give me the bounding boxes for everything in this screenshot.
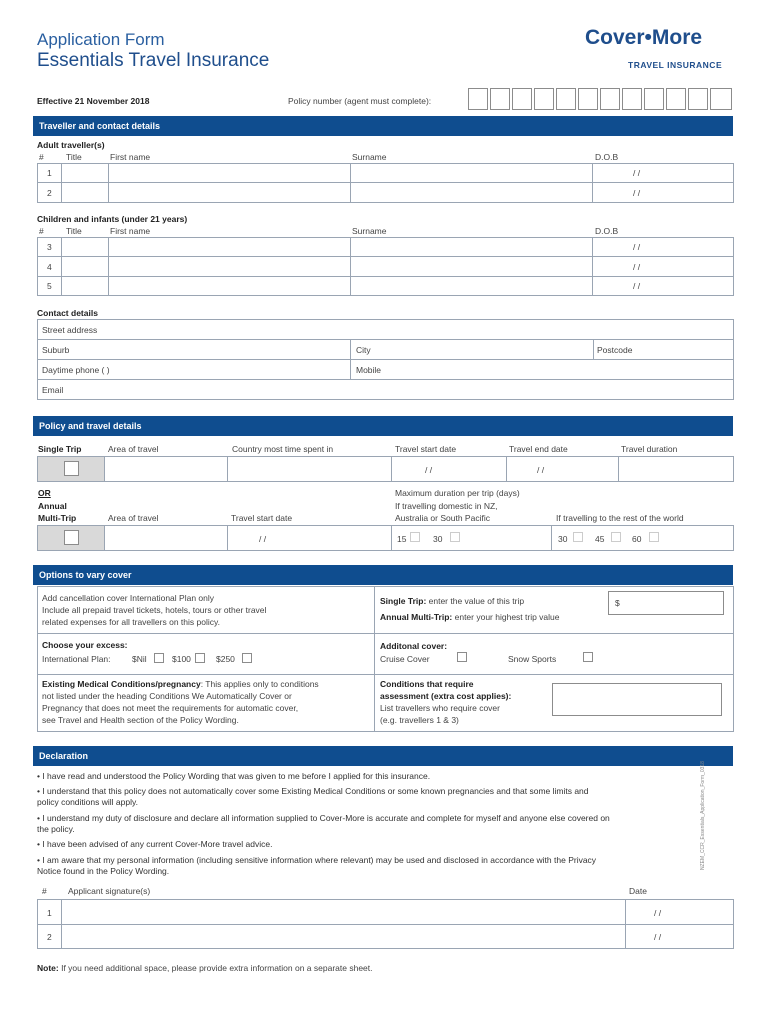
snow-checkbox[interactable] — [583, 652, 593, 662]
end-date-input[interactable]: / / — [537, 465, 545, 475]
note-rest: If you need additional space, please provide extra information on a separate sheet. — [58, 963, 373, 973]
contact-table — [37, 319, 734, 400]
declaration-bullet: • I am aware that my personal information (including sensitive information where relevant) may be used and disclosed in accordance with the Privacy — [37, 855, 597, 865]
sig-col-num: # — [42, 886, 47, 896]
table-row: 4 — [47, 262, 52, 272]
opt-60-checkbox[interactable] — [649, 532, 659, 542]
declaration-bullet: policy conditions will apply. — [37, 797, 138, 807]
opt-45: 45 — [595, 534, 605, 544]
emc-bold: Existing Medical Conditions/pregnancy — [42, 679, 201, 689]
section-header-options: Options to vary cover — [33, 565, 733, 585]
table-row: 5 — [47, 281, 52, 291]
excess-250: $250 — [216, 654, 235, 664]
signature-table — [37, 899, 734, 949]
annual-trip-checkbox[interactable] — [64, 530, 79, 545]
area-label: Area of travel — [108, 513, 159, 523]
children-title: Children and infants (under 21 years) — [37, 214, 188, 224]
table-row: 2 — [47, 188, 52, 198]
annual-value-text: enter your highest trip value — [452, 612, 560, 622]
col-num: # — [39, 226, 44, 236]
conditions-text-1: List travellers who require cover — [380, 703, 500, 713]
or-label: OR — [38, 488, 51, 498]
cancel-text-1: Add cancellation cover International Plan only — [42, 593, 214, 603]
annual-label: Annual — [38, 501, 67, 511]
sig-col-date: Date — [629, 886, 647, 896]
sig-date-input[interactable]: / / — [654, 932, 662, 942]
adult-title: Adult traveller(s) — [37, 140, 105, 150]
col-title: Title — [66, 226, 82, 236]
opt-30b-checkbox[interactable] — [573, 532, 583, 542]
declaration-bullet: • I have been advised of any current Cover-More travel advice. — [37, 839, 273, 849]
opt-30b: 30 — [558, 534, 568, 544]
col-surname: Surname — [352, 226, 387, 236]
conditions-title-1: Conditions that require — [380, 679, 474, 689]
sig-col-signature: Applicant signature(s) — [68, 886, 151, 896]
annual-trip-row — [37, 525, 734, 551]
dollar-sign: $ — [615, 598, 620, 608]
emc-text-3: Pregnancy that does not meet the requirements for automatic cover, — [42, 703, 299, 713]
max-duration-label: Maximum duration per trip (days) — [395, 488, 520, 498]
single-trip-value-text: enter the value of this trip — [426, 596, 525, 606]
additional-cover-title: Additonal cover: — [380, 641, 448, 651]
policy-number-boxes[interactable] — [468, 88, 734, 110]
table-row: 1 — [47, 908, 52, 918]
excess-nil-checkbox[interactable] — [154, 653, 164, 663]
country-label: Country most time spent in — [232, 444, 334, 454]
single-trip-label: Single Trip — [38, 444, 82, 454]
brand-subtitle: TRAVEL INSURANCE — [628, 60, 723, 70]
domestic-label: If travelling domestic in NZ, — [395, 501, 498, 511]
form-title: Application Form — [37, 30, 165, 49]
effective-date: Effective 21 November 2018 — [37, 96, 150, 106]
dob-input[interactable]: / / — [633, 242, 641, 252]
adult-table — [37, 163, 734, 203]
excess-100: $100 — [172, 654, 191, 664]
col-first: First name — [110, 226, 151, 236]
dob-input[interactable]: / / — [633, 188, 641, 198]
cancel-text-3: related expenses for all travellers on this policy. — [42, 617, 220, 627]
children-table — [37, 237, 734, 296]
col-first: First name — [110, 152, 151, 162]
declaration-bullet: • I have read and understood the Policy Wording that was given to me before I applied for this insurance. — [37, 771, 431, 781]
col-surname: Surname — [352, 152, 387, 162]
sig-date-input[interactable]: / / — [654, 908, 662, 918]
table-row: 2 — [47, 932, 52, 942]
mobile-field[interactable]: Mobile — [356, 365, 382, 375]
conditions-input[interactable] — [552, 683, 722, 716]
opt-30: 30 — [433, 534, 443, 544]
emc-text-2: not listed under the heading Conditions We Automatically Cover or — [42, 691, 292, 701]
duration-label: Travel duration — [621, 444, 678, 454]
start-date-input[interactable]: / / — [425, 465, 433, 475]
form-subtitle: Essentials Travel Insurance — [37, 50, 270, 71]
conditions-title-2: assessment (extra cost applies): — [380, 691, 512, 701]
dob-input[interactable]: / / — [633, 281, 641, 291]
emc-text-4: see Travel and Health section of the Policy Wording. — [42, 715, 239, 725]
table-row: 3 — [47, 242, 52, 252]
single-trip-row — [37, 456, 734, 482]
section-header-declaration: Declaration — [33, 746, 733, 766]
end-label: Travel end date — [509, 444, 568, 454]
multi-trip-label: Multi-Trip — [38, 513, 77, 523]
policy-number-label: Policy number (agent must complete): — [288, 96, 432, 106]
annual-value-label — [380, 612, 560, 622]
brand-logo: Cover•More — [585, 26, 703, 49]
conditions-text-2: (e.g. travellers 1 & 3) — [380, 715, 459, 725]
emc-text-1-rest: : This applies only to conditions — [200, 679, 319, 689]
single-trip-value-bold: Single Trip: — [380, 596, 427, 606]
col-dob: D.O.B — [595, 226, 619, 236]
opt-15: 15 — [397, 534, 407, 544]
opt-45-checkbox[interactable] — [611, 532, 621, 542]
cruise-checkbox[interactable] — [457, 652, 467, 662]
postcode-field[interactable]: Postcode — [597, 345, 633, 355]
daytime-phone-field[interactable]: Daytime phone ( ) — [42, 365, 110, 375]
section-header-policy: Policy and travel details — [33, 416, 733, 436]
declaration-bullet: Notice found in the Policy Wording. — [37, 866, 170, 876]
dob-input[interactable]: / / — [633, 262, 641, 272]
col-title: Title — [66, 152, 82, 162]
table-row: 1 — [47, 168, 52, 178]
excess-100-checkbox[interactable] — [195, 653, 205, 663]
section-header-traveller: Traveller and contact details — [33, 116, 733, 136]
single-trip-checkbox[interactable] — [64, 461, 79, 476]
excess-250-checkbox[interactable] — [242, 653, 252, 663]
excess-plan: International Plan: — [42, 654, 111, 664]
start-label: Travel start date — [395, 444, 457, 454]
contact-title: Contact details — [37, 308, 98, 318]
excess-title: Choose your excess: — [42, 640, 128, 650]
note-text — [37, 963, 373, 973]
single-trip-value-label — [380, 596, 524, 606]
options-table — [37, 586, 734, 732]
area-label: Area of travel — [108, 444, 159, 454]
opt-15-checkbox[interactable] — [410, 532, 420, 542]
suburb-field[interactable]: Suburb — [42, 345, 70, 355]
annual-value-bold: Annual Multi-Trip: — [380, 612, 453, 622]
snow-label: Snow Sports — [508, 654, 557, 664]
cancel-text-2: Include all prepaid travel tickets, hotels, tours or other travel — [42, 605, 267, 615]
side-code: NZEM_CCR_Essentials_Application_Form_0318 — [700, 761, 706, 870]
excess-nil: $Nil — [132, 654, 147, 664]
col-dob: D.O.B — [595, 152, 619, 162]
col-num: # — [39, 152, 44, 162]
domestic-label-2: Australia or South Pacific — [395, 513, 490, 523]
declaration-bullet: the policy. — [37, 824, 75, 834]
city-field[interactable]: City — [356, 345, 371, 355]
trip-value-input[interactable] — [608, 591, 724, 615]
dob-input[interactable]: / / — [633, 168, 641, 178]
cruise-label: Cruise Cover — [380, 654, 430, 664]
opt-30-checkbox[interactable] — [450, 532, 460, 542]
declaration-bullet: • I understand my duty of disclosure and declare all information supplied to Cover-More is accurate and complete for myself and anyone else covered on — [37, 813, 610, 823]
note-bold: Note: — [37, 963, 59, 973]
annual-start-input[interactable]: / / — [259, 534, 267, 544]
emc-text-1 — [42, 679, 319, 689]
declaration-bullet: • I understand that this policy does not automatically cover some Existing Medical Conditions or some known pregnancies and that some limits and — [37, 786, 589, 796]
street-field[interactable]: Street address — [42, 325, 98, 335]
opt-60: 60 — [632, 534, 642, 544]
email-field[interactable]: Email — [42, 385, 64, 395]
start-label: Travel start date — [231, 513, 293, 523]
rest-world-label: If travelling to the rest of the world — [556, 513, 684, 523]
